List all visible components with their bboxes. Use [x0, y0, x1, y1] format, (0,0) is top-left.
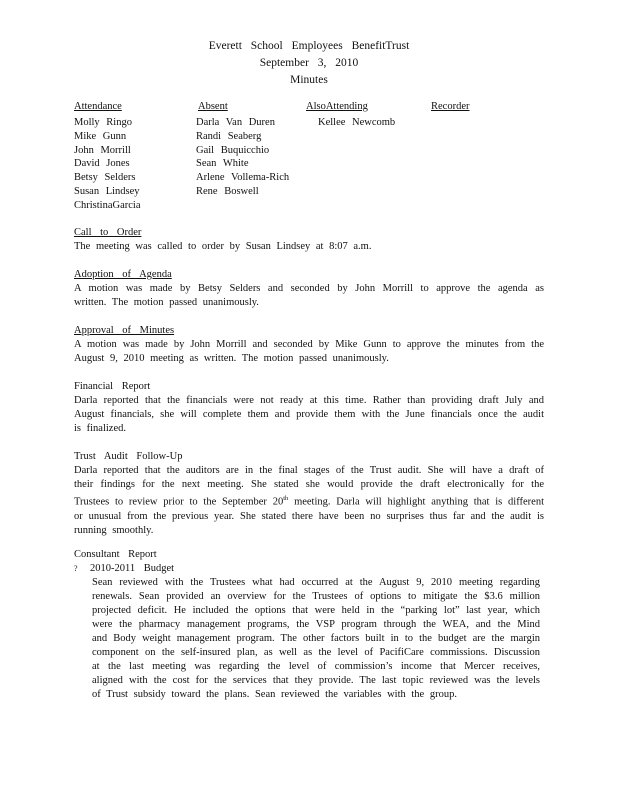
section-body: A motion was made by Betsy Selders and seconded by John Morrill to approve the agenda as written. The motion passed unanimously.: [74, 283, 544, 308]
also-attending-list: [318, 116, 395, 130]
audit-text-end: meeting. Darla will highlight anything that is different or unusual from the previous year. She stated there have been no surprises thus far and the audit is running smoothly.: [74, 496, 544, 536]
budget-bullet-body: Sean reviewed with the Trustees what had occurred at the August 9, 2010 meeting regarding renewals. Sean provided an overview for the Trustees of options to mitigate the $3.6 million projected deficit. He included the options that were held in the “parking lot” last year, which were the pharmacy management programs, the VSP program through the WEA, and the Mind and Body weight management program. The other factors built in to the budget are the margin component on the self-insured plan, as well as the level of PacifiCare commissions. Discussion at the last meeting was regarding the level of commission’s income that Mercer receives, aligned with the cost for the services that they provide. The last topic reviewed was the levels of Trust subsidy toward the plans. Sean reviewed the variables with the group.: [92, 577, 540, 700]
budget-bullet: [74, 562, 544, 576]
call-to-order-section: [74, 226, 544, 254]
absent-list: [196, 116, 289, 199]
trust-audit-section: [74, 450, 544, 538]
section-title: Adoption of Agenda: [74, 269, 172, 280]
approval-of-minutes-section: [74, 324, 544, 366]
also-attending-heading: AlsoAttending: [306, 101, 368, 112]
adoption-of-agenda-section: [74, 268, 544, 310]
absent-name: Arlene Vollema-Rich: [196, 172, 290, 184]
section-title: Consultant Report: [74, 549, 157, 560]
financial-report-section: [74, 380, 544, 436]
organization-title: Everett School Employees BenefitTrust: [208, 40, 410, 52]
recorder-heading: Recorder: [431, 101, 470, 112]
section-title: Approval of Minutes: [74, 325, 175, 336]
present-name: Molly Ringo: [74, 117, 132, 128]
present-name: ChristinaGarcia: [74, 199, 141, 211]
absent-name: Rene Boswell: [196, 185, 259, 197]
section-body: Darla reported that the financials were not ready at this time. Rather than providing draft July and August financials, she will complete them and provide them with the June financials once the audit is finalized.: [74, 395, 544, 434]
present-name: Mike Gunn: [74, 130, 127, 142]
attendance-heading: Attendance: [74, 101, 122, 112]
section-body: [74, 464, 544, 538]
section-body: The meeting was called to order by Susan Lindsey at 8:07 a.m.: [74, 241, 372, 252]
section-title: Call to Order: [74, 227, 142, 238]
absent-name: Gail Buquicchio: [196, 144, 270, 156]
consultant-report-section: [74, 548, 544, 562]
absent-name: Sean White: [196, 158, 249, 170]
present-list: [74, 116, 140, 213]
bullet-glyph: ?: [74, 564, 78, 573]
section-body: A motion was made by John Morrill and seconded by Mike Gunn to approve the minutes from the August 9, 2010 meeting as written. The motion passed unanimously.: [74, 339, 544, 364]
also-attending-name: Kellee Newcomb: [318, 117, 396, 128]
document-type: Minutes: [290, 74, 328, 86]
absent-heading: Absent: [198, 101, 228, 112]
present-name: Susan Lindsey: [74, 185, 140, 197]
present-name: Betsy Selders: [74, 172, 136, 184]
section-title: Trust Audit Follow-Up: [74, 451, 183, 462]
audit-text-start: Darla reported that the auditors are in the final stages of the Trust audit. She will have a draft of their findings for the next meeting. She stated she would provide the draft electronically for the Trustees to review prior to the September 20: [74, 465, 544, 508]
bullet-title: 2010-2011 Budget: [90, 563, 175, 574]
present-name: David Jones: [74, 158, 130, 170]
document-header: [0, 38, 618, 89]
absent-name: Darla Van Duren: [196, 117, 275, 128]
present-name: John Morrill: [74, 144, 131, 156]
ordinal-suffix: th: [283, 495, 289, 502]
absent-name: Randi Seaberg: [196, 130, 262, 142]
meeting-date: September 3, 2010: [259, 57, 359, 69]
section-title: Financial Report: [74, 381, 151, 392]
